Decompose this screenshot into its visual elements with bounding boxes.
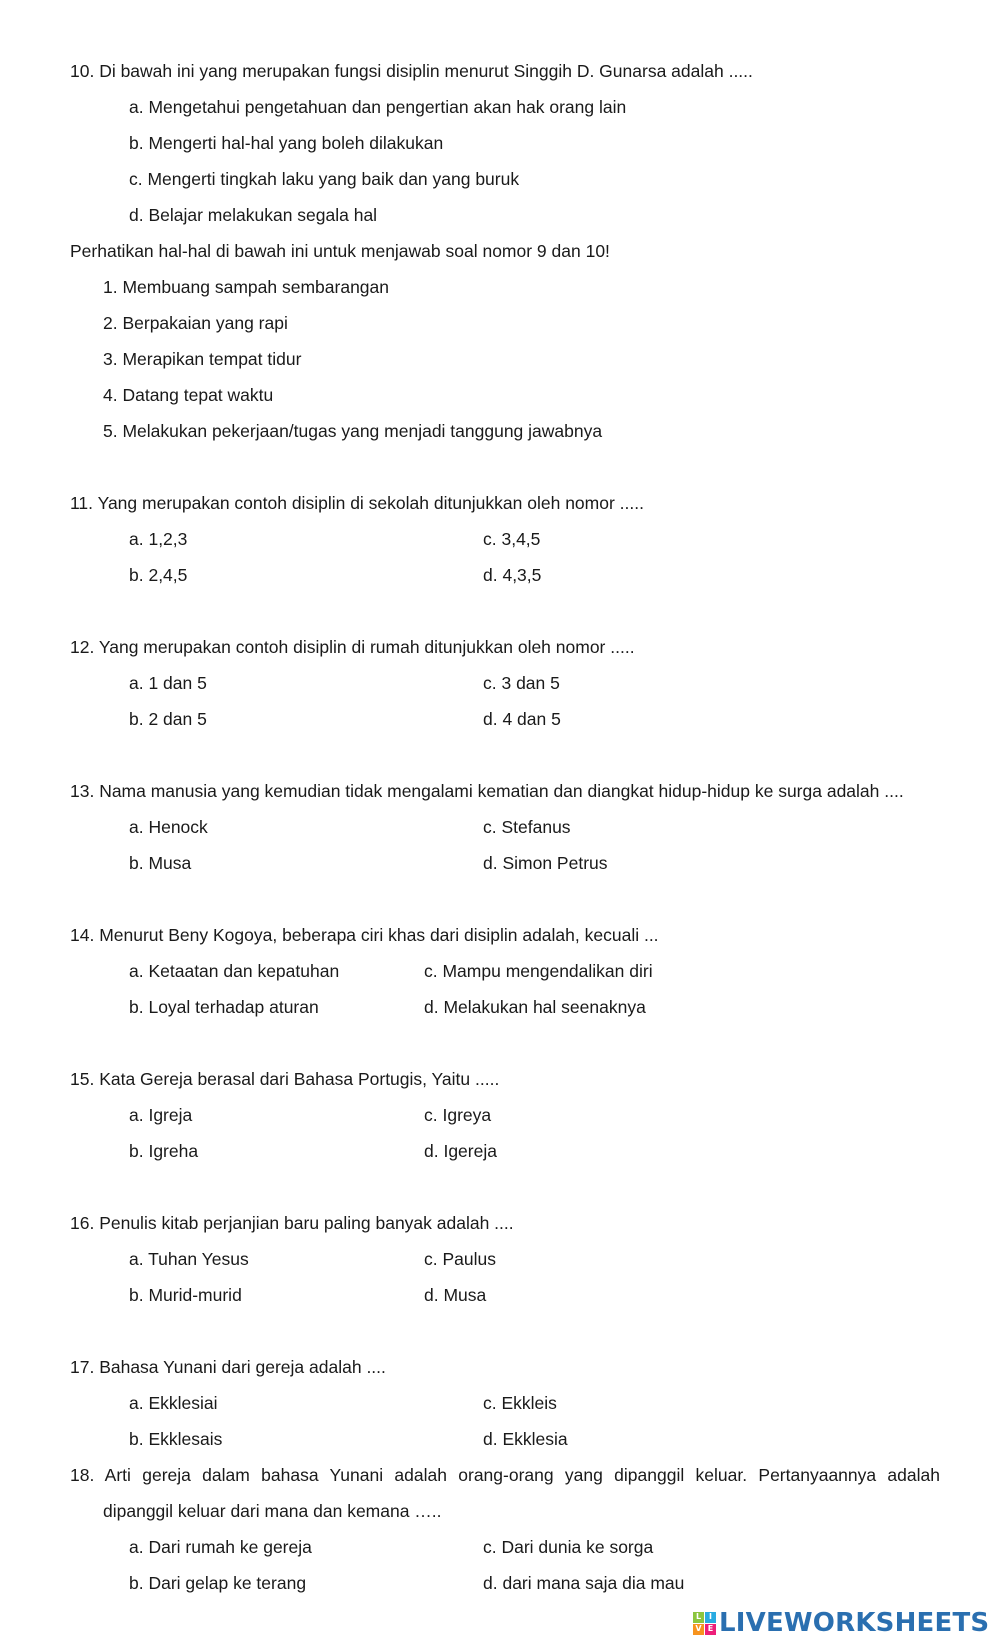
q10-option-c[interactable]: c. Mengerti tingkah laku yang baik dan yang buruk xyxy=(129,169,520,189)
q11-question: 11. Yang merupakan contoh disiplin di sekolah ditunjukkan oleh nomor ..... xyxy=(70,493,644,513)
q10-question: 10. Di bawah ini yang merupakan fungsi disiplin menurut Singgih D. Gunarsa adalah ..... xyxy=(70,61,753,81)
q12-option-d[interactable]: d. 4 dan 5 xyxy=(483,709,561,729)
q15-option-c[interactable]: c. Igreya xyxy=(424,1105,492,1125)
q11-option-d[interactable]: d. 4,3,5 xyxy=(483,565,542,585)
q16-option-d[interactable]: d. Musa xyxy=(424,1285,487,1305)
logo-tile-i: I xyxy=(705,1612,716,1623)
q18-option-a[interactable]: a. Dari rumah ke gereja xyxy=(129,1537,312,1557)
q18-option-b[interactable]: b. Dari gelap ke terang xyxy=(129,1573,307,1593)
q15-option-d[interactable]: d. Igereja xyxy=(424,1141,497,1161)
instruction-text: Perhatikan hal-hal di bawah ini untuk menjawab soal nomor 9 dan 10! xyxy=(70,241,610,261)
q11-option-a[interactable]: a. 1,2,3 xyxy=(129,529,188,549)
q17-option-a[interactable]: a. Ekklesiai xyxy=(129,1393,218,1413)
q16-option-c[interactable]: c. Paulus xyxy=(424,1249,496,1269)
q16-option-a[interactable]: a. Tuhan Yesus xyxy=(129,1249,249,1269)
q12-option-b[interactable]: b. 2 dan 5 xyxy=(129,709,207,729)
instruction-item-3: 3. Merapikan tempat tidur xyxy=(103,349,302,369)
logo-tile-e: E xyxy=(705,1624,716,1635)
instruction-item-5: 5. Melakukan pekerjaan/tugas yang menjadi tanggung jawabnya xyxy=(103,421,603,441)
q10-option-a[interactable]: a. Mengetahui pengetahuan dan pengertian akan hak orang lain xyxy=(129,97,627,117)
q12-question: 12. Yang merupakan contoh disiplin di rumah ditunjukkan oleh nomor ..... xyxy=(70,637,635,657)
q18-question-line1: 18. Arti gereja dalam bahasa Yunani adalah orang-orang yang dipanggil keluar. Pertanyaannya adalah xyxy=(70,1465,940,1485)
q14-option-d[interactable]: d. Melakukan hal seenaknya xyxy=(424,997,646,1017)
q18-question-line2: dipanggil keluar dari mana dan kemana ….. xyxy=(103,1501,442,1521)
q18-option-c[interactable]: c. Dari dunia ke sorga xyxy=(483,1537,654,1557)
q11-option-c[interactable]: c. 3,4,5 xyxy=(483,529,541,549)
q14-option-c[interactable]: c. Mampu mengendalikan diri xyxy=(424,961,653,981)
q17-option-b[interactable]: b. Ekklesais xyxy=(129,1429,223,1449)
q16-question: 16. Penulis kitab perjanjian baru paling banyak adalah .... xyxy=(70,1213,514,1233)
q17-option-c[interactable]: c. Ekkleis xyxy=(483,1393,557,1413)
q16-option-b[interactable]: b. Murid-murid xyxy=(129,1285,242,1305)
q14-option-a[interactable]: a. Ketaatan dan kepatuhan xyxy=(129,961,340,981)
liveworksheets-logo xyxy=(693,1608,989,1638)
q17-option-d[interactable]: d. Ekklesia xyxy=(483,1429,568,1449)
q13-question: 13. Nama manusia yang kemudian tidak mengalami kematian dan diangkat hidup-hidup ke surga adalah .... xyxy=(70,781,904,801)
q14-question: 14. Menurut Beny Kogoya, beberapa ciri khas dari disiplin adalah, kecuali ... xyxy=(70,925,659,945)
q14-option-b[interactable]: b. Loyal terhadap aturan xyxy=(129,997,319,1017)
instruction-item-4: 4. Datang tepat waktu xyxy=(103,385,274,405)
q15-option-a[interactable]: a. Igreja xyxy=(129,1105,193,1125)
logo-icon xyxy=(693,1612,716,1635)
q13-option-a[interactable]: a. Henock xyxy=(129,817,208,837)
instruction-item-1: 1. Membuang sampah sembarangan xyxy=(103,277,390,297)
q17-question: 17. Bahasa Yunani dari gereja adalah .... xyxy=(70,1357,386,1377)
q10-option-d[interactable]: d. Belajar melakukan segala hal xyxy=(129,205,378,225)
logo-tile-l: L xyxy=(693,1612,704,1623)
q13-option-d[interactable]: d. Simon Petrus xyxy=(483,853,608,873)
q15-question: 15. Kata Gereja berasal dari Bahasa Portugis, Yaitu ..... xyxy=(70,1069,500,1089)
q13-option-b[interactable]: b. Musa xyxy=(129,853,192,873)
q12-option-a[interactable]: a. 1 dan 5 xyxy=(129,673,207,693)
instruction-item-2: 2. Berpakaian yang rapi xyxy=(103,313,288,333)
q15-option-b[interactable]: b. Igreha xyxy=(129,1141,199,1161)
q18-option-d[interactable]: d. dari mana saja dia mau xyxy=(483,1573,685,1593)
q12-option-c[interactable]: c. 3 dan 5 xyxy=(483,673,560,693)
q11-option-b[interactable]: b. 2,4,5 xyxy=(129,565,188,585)
q10-option-b[interactable]: b. Mengerti hal-hal yang boleh dilakukan xyxy=(129,133,444,153)
q13-option-c[interactable]: c. Stefanus xyxy=(483,817,571,837)
logo-text: LIVEWORKSHEETS xyxy=(719,1608,990,1638)
logo-tile-v: V xyxy=(693,1624,704,1635)
